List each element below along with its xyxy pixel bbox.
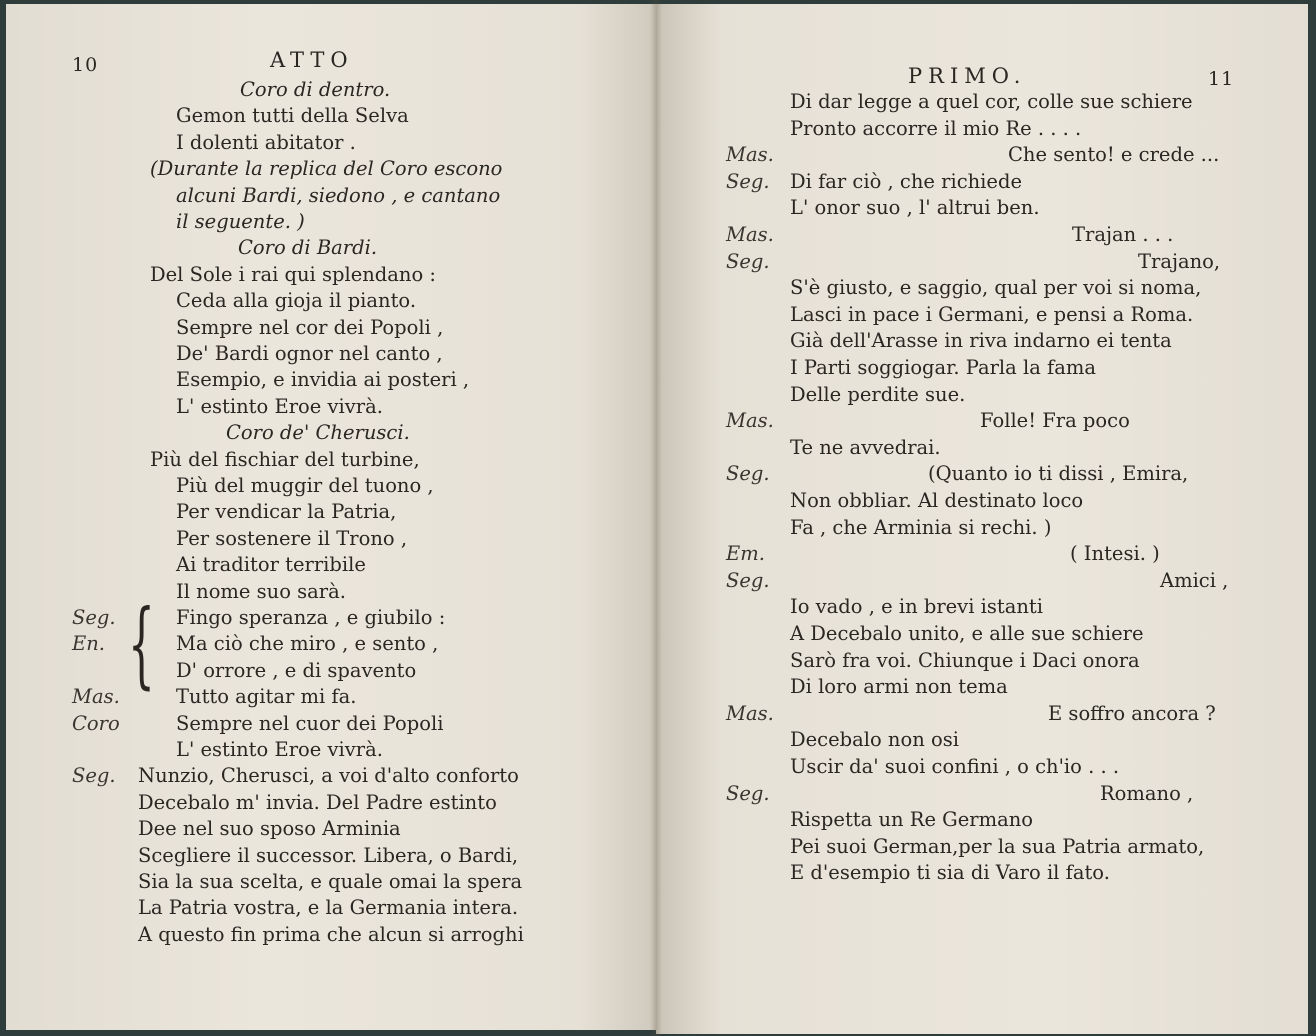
speaker-label: Seg.: [726, 568, 770, 592]
speaker-label: Seg.: [72, 764, 116, 788]
stage-direction: Coro di dentro.: [240, 78, 391, 101]
speaker-label: Mas.: [726, 223, 774, 246]
speaker-label: Mas.: [72, 685, 120, 709]
verse-line: Ceda alla gioja il pianto.: [176, 289, 417, 313]
verse-line: Del Sole i rai qui splendano :: [150, 262, 436, 286]
verse-line: Nunzio, Cherusci, a voi d'alto conforto: [138, 764, 519, 788]
verse-line: Io vado , e in brevi istanti: [790, 595, 1043, 619]
verse-line: E d'esempio ti sia di Varo il fato.: [790, 861, 1110, 885]
verse-line: Sia la sua scelta, e quale omai la spera: [138, 870, 523, 893]
page-number: 10: [72, 54, 99, 76]
verse-line: I dolenti abitator .: [176, 130, 356, 154]
verse-line: Sempre nel cuor dei Popoli: [176, 711, 444, 735]
verse-line: A Decebalo unito, e alle sue schiere: [790, 622, 1144, 645]
verse-line: Non obbliar. Al destinato loco: [790, 489, 1084, 512]
verse-line: Il nome suo sarà.: [176, 579, 346, 603]
verse-line: Sempre nel cor dei Popoli ,: [176, 315, 444, 339]
verse-line: L' estinto Eroe vivrà.: [176, 394, 383, 418]
verse-line: Pronto accorre il mio Re . . . .: [790, 116, 1082, 140]
verse-line: Esempio, e invidia ai posteri ,: [176, 368, 470, 392]
verse-line: Tutto agitar mi fa.: [176, 685, 357, 709]
speaker-label: Coro: [72, 711, 120, 735]
verse-line: Per sostenere il Trono ,: [176, 526, 408, 550]
verse-line: La Patria vostra, e la Germania intera.: [138, 896, 519, 920]
verse-line: Delle perdite sue.: [790, 382, 966, 406]
verse-line: Ai traditor terribile: [176, 553, 366, 577]
speaker-label: Em.: [726, 542, 765, 566]
verse-line: Decebalo non osi: [790, 728, 959, 752]
verse-line: I Parti soggiogar. Parla la fama: [790, 356, 1097, 379]
stage-direction: Coro di Bardi.: [238, 236, 378, 260]
stage-direction: Coro de' Cherusci.: [226, 421, 410, 445]
verse-line: L' onor suo , l' altrui ben.: [790, 196, 1040, 220]
stage-direction: (Durante la replica del Coro escono: [150, 157, 503, 181]
verse-line: E soffro ancora ?: [1048, 701, 1216, 725]
book-spine: [650, 0, 662, 1036]
verse-line: Di far ciò , che richiede: [790, 169, 1022, 193]
verse-line: Sarò fra voi. Chiunque i Daci onora: [790, 648, 1140, 672]
speaker-label: Seg.: [726, 169, 770, 193]
stage-direction: alcuni Bardi, siedono , e cantano: [176, 183, 501, 207]
verse-line: Fa , che Arminia si rechi. ): [790, 515, 1052, 539]
verse-line: Rispetta un Re Germano: [790, 808, 1034, 832]
verse-line: Già dell'Arasse in riva indarno ei tenta: [790, 329, 1172, 353]
verse-line: Trajan . . .: [1072, 223, 1174, 246]
verse-line: Per vendicar la Patria,: [176, 500, 397, 524]
speaker-label: Seg.: [726, 781, 770, 805]
speaker-label: Seg.: [726, 462, 770, 486]
verse-line: L' estinto Eroe vivrà.: [176, 738, 383, 761]
page-header: PRIMO.: [908, 64, 1027, 88]
page-number: 11: [1208, 68, 1235, 90]
verse-line: Trajano,: [1138, 249, 1221, 273]
verse-line: A questo fin prima che alcun si arroghi: [138, 922, 524, 946]
speaker-label: En.: [72, 632, 105, 656]
verse-line: D' orrore , e di spavento: [176, 658, 417, 682]
verse-line: De' Bardi ognor nel canto ,: [176, 342, 443, 365]
verse-line: ( Intesi. ): [1070, 542, 1160, 566]
verse-line: Gemon tutti della Selva: [176, 104, 409, 128]
page-header: ATTO: [270, 48, 354, 72]
verse-line: Fingo speranza , e giubilo :: [176, 606, 446, 629]
verse-line: Te ne avvedrai.: [790, 435, 941, 459]
verse-line: Di loro armi non tema: [790, 675, 1008, 699]
verse-line: Ma ciò che miro , e sento ,: [176, 632, 439, 656]
verse-line: Dee nel suo sposo Arminia: [138, 817, 401, 841]
speaker-label: Mas.: [726, 701, 774, 725]
speaker-label: Mas.: [726, 143, 774, 167]
stage-direction: il seguente. ): [176, 210, 305, 233]
verse-line: Lasci in pace i Germani, e pensi a Roma.: [790, 302, 1194, 326]
verse-line: Folle! Fra poco: [980, 409, 1130, 433]
speaker-label: Seg.: [726, 249, 770, 273]
verse-line: Uscir da' suoi confini , o ch'io . . .: [790, 755, 1120, 778]
verse-line: Romano ,: [1100, 781, 1194, 805]
verse-line: S'è giusto, e saggio, qual per voi si noma,: [790, 276, 1202, 300]
verse-line: Più del fischiar del turbine,: [150, 447, 420, 471]
speaker-label: Seg.: [72, 606, 116, 629]
verse-line: (Quanto io ti dissi , Emira,: [928, 462, 1189, 486]
verse-line: Decebalo m' invia. Del Padre estinto: [138, 790, 497, 814]
verse-line: Pei suoi German,per la sua Patria armato,: [790, 834, 1205, 858]
brace-symbol: {: [128, 590, 155, 699]
verse-line: Più del muggir del tuono ,: [176, 474, 434, 497]
verse-line: Che sento! e crede ...: [1008, 143, 1220, 167]
verse-line: Amici ,: [1160, 568, 1229, 592]
verse-line: Di dar legge a quel cor, colle sue schiere: [790, 90, 1193, 113]
verse-line: Scegliere il successor. Libera, o Bardi,: [138, 843, 519, 867]
speaker-label: Mas.: [726, 409, 774, 433]
